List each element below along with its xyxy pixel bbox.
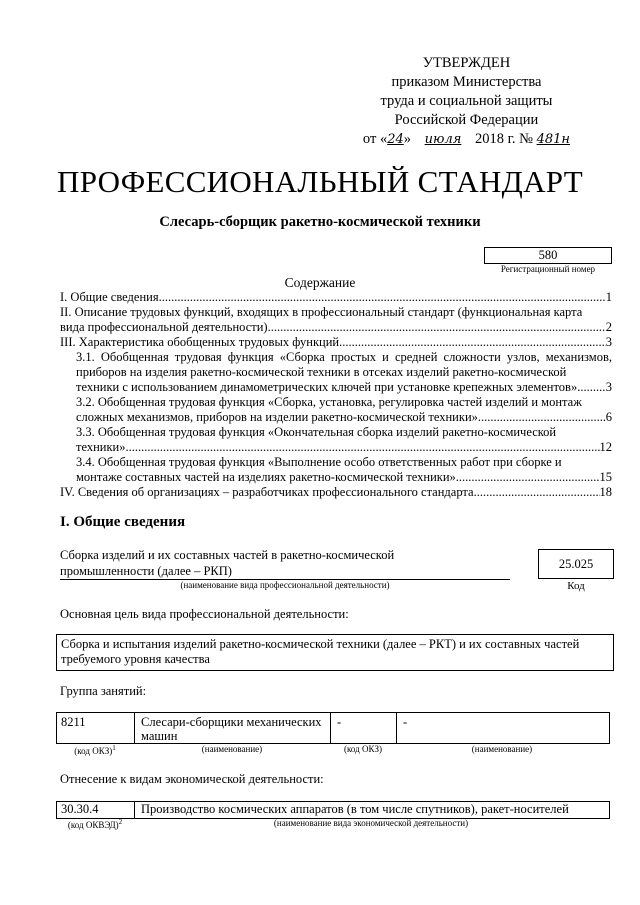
group-label: Группа занятий: [60,684,147,698]
okved-name-cell: Производство космических аппаратов (в том числе спутников), ракет-носителей [141,802,569,816]
toc-item[interactable] [76,395,612,425]
section-heading: I. Общие сведения [60,514,186,530]
toc-item-title-end: техники с использованием динамометрических ключей при установке крепежных элементов» [76,380,578,394]
toc-item-title-end: монтаже составных частей на изделиях ракетно-космической техники» [76,470,456,484]
okved-name-label: (наименование вида экономической деятельности) [273,818,469,828]
okz-code-cell: 8211 [57,713,135,743]
okved-code-cell: 30.30.4 [57,802,135,818]
toc-item[interactable] [60,485,612,500]
toc-heading: Содержание [284,275,356,290]
approval-block [363,54,570,149]
activity-name: Сборка изделий и их составных частей в ракетно-космической промышленности (далее – РКП) [60,548,395,578]
okz-code-cell: - [331,713,397,743]
approval-date-line: от «24» июля 2018 г. № 481н [362,131,570,147]
approval-day: 24 [387,132,404,147]
toc-item[interactable] [76,425,612,455]
toc-item[interactable] [76,350,612,395]
approval-line: труда и социальной защиты [380,93,553,109]
toc-item-title: IV. Сведения об организациях – разработчиках профессионального стандарта [60,485,474,499]
approval-number: 481н [536,132,570,147]
toc-item[interactable] [76,455,612,485]
activity-name-label: (наименование вида профессиональной деятельности) [180,580,390,590]
toc-item-page: 18 [599,485,612,499]
toc-item-title: 3.4. Обобщенная трудовая функция «Выполнение особо ответственных работ при сборке и [76,455,562,469]
registration-label: Регистрационный номер [500,264,596,274]
toc-item[interactable] [60,290,612,305]
document-title: ПРОФЕССИОНАЛЬНЫЙ СТАНДАРТ [57,164,583,199]
approval-title: УТВЕРЖДЕН [422,55,511,71]
toc-item-title-end: вида профессиональной деятельности) [60,320,268,334]
okz-name-label: (наименование) [201,744,263,754]
toc-item-title: 3.3. Обобщенная трудовая функция «Окончательная сборка изделий ракетно-космической [76,425,557,439]
toc-item[interactable] [60,305,612,335]
goal-text: Сборка и испытания изделий ракетно-космической техники (далее – РКТ) и их составных частей требуемого уровня качества [56,634,614,671]
econ-label: Отнесение к видам экономической деятельности: [60,772,324,786]
toc-item-page: 15 [599,470,612,484]
okz-name-cell: Слесари-сборщики механических машин [135,713,331,743]
document-subtitle: Слесарь-сборщик ракетно-космической техники [159,214,481,230]
table-of-contents [60,290,612,500]
okved-table [56,801,610,819]
approval-line: Российской Федерации [394,112,539,128]
okved-code-label: (код ОКВЭД)$^2$ [67,818,123,830]
toc-item-page: 12 [599,440,612,454]
okz-name-label: (наименование) [471,744,533,754]
toc-item-page: 6 [605,410,612,424]
okz-name-cell: - [403,715,408,729]
toc-item-title: II. Описание трудовых функций, входящих в профессиональный стандарт (функциональная карта [60,305,583,319]
toc-item-page: 3 [605,335,612,349]
toc-item-title: 3.1. Обобщенная трудовая функция «Сборка простых и средней сложности узлов, механизмов, приборов на изделия ракетно-космической техники в отсеках изделий ракетно-космической [76,350,612,379]
toc-item-page: 3 [605,380,612,394]
registration-number: 580 [484,247,612,264]
toc-item-page: 2 [605,320,612,334]
toc-item-title: III. Характеристика обобщенных трудовых функций [60,335,340,349]
toc-item-title: I. Общие сведения [60,290,159,304]
toc-item[interactable] [60,335,612,350]
occupation-group-table [56,712,610,744]
approval-month: июля [424,132,462,147]
toc-item-title-end: техники» [76,440,126,454]
goal-label: Основная цель вида профессиональной деятельности: [60,607,349,621]
toc-item-title: 3.2. Обобщенная трудовая функция «Сборка, установка, регулировка частей изделий и монтаж [76,395,582,409]
activity-code-label: Код [567,580,585,592]
okz-code-label: (код ОКЗ)$^1$ [74,744,116,756]
activity-code: 25.025 [538,549,614,579]
approval-year: 2018 г. № [474,131,533,147]
toc-item-title-end: сложных механизмов, приборов на изделии ракетно-космической техники» [76,410,478,424]
okz-code-label: (код ОКЗ) [344,744,382,754]
approval-line: приказом Министерства [391,74,542,90]
toc-item-page: 1 [605,290,612,304]
